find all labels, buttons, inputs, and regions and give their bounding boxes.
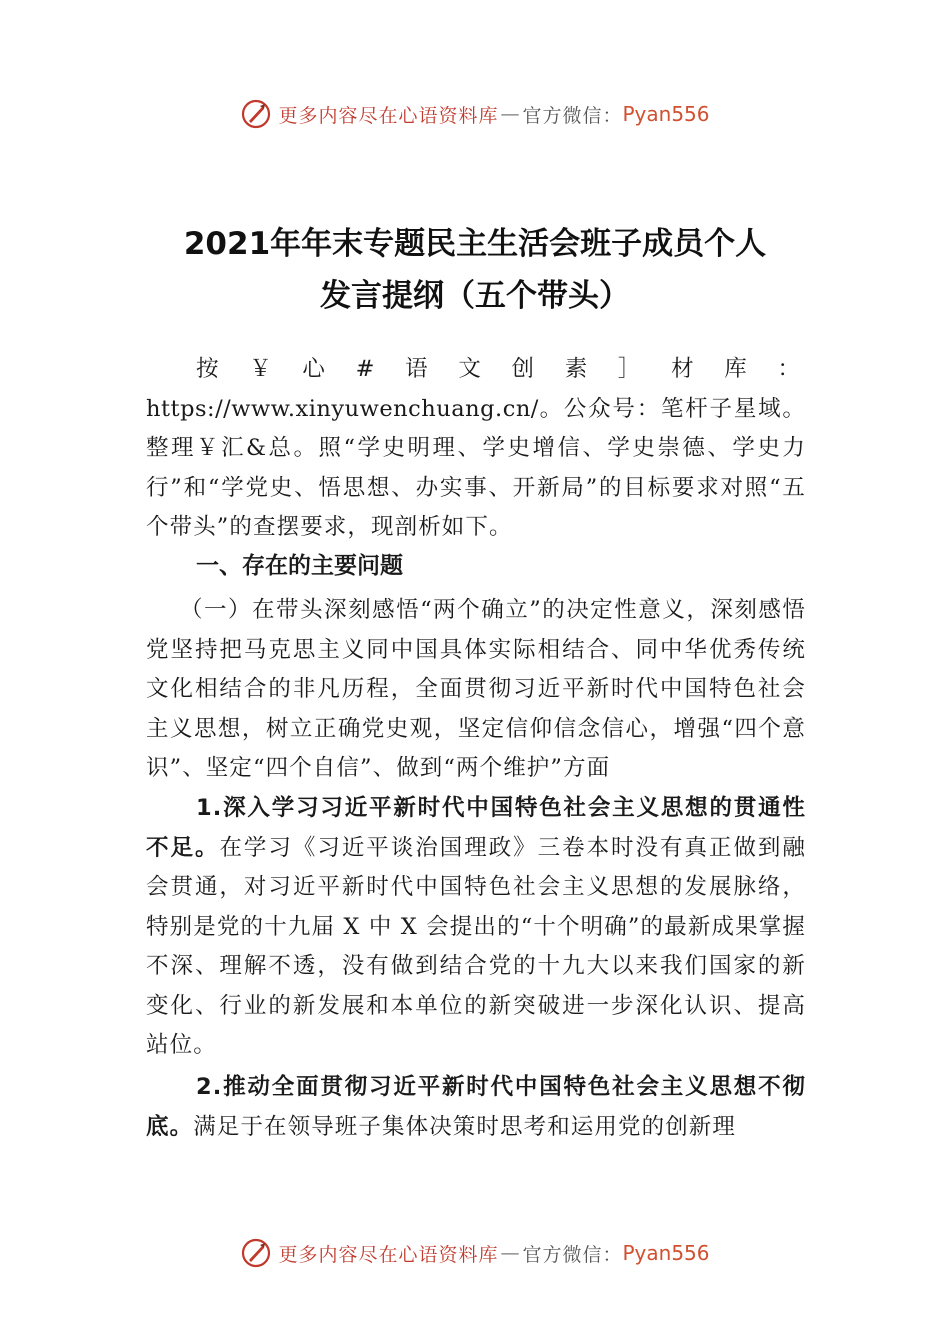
item-2-bold: 2.推动全面贯彻习近平新时代中国特色社会主义思想不彻底。 [146,1074,806,1140]
pen-quill-logo-icon [240,1237,272,1269]
header-banner [0,94,950,134]
wechat-label: 官方微信： [522,1243,623,1266]
item-1-bold: 1.深入学习习近平新时代中国特色社会主义思想的贯通性不足。 [146,795,806,861]
intro-text-a: 按￥心#语文创素］材库： [196,356,806,382]
wechat-label: 官方微信： [522,104,623,127]
banner-separator: — [500,1242,521,1264]
title-line-1: 2021年年末专题民主生活会班子成员个人 [183,226,767,262]
banner-separator: — [500,103,521,125]
wechat-id: Pyan556 [622,102,710,126]
intro-text-b: 。公众号：笔杆子星域。整理￥汇&总。照“学史明理、学史增信、学史崇德、学史力行”和“学党史、悟思想、办实事、开新局”的目标要求对照“五个带头”的查摆要求，现剖析如下。 [146,395,806,540]
item-1-text: 在学习《习近平谈治国理政》三卷本时没有真正做到融会贯通，对习近平新时代中国特色社会主义思想的发展脉络，特别是党的十九届 X 中 X 会提出的“十个明确”的最新成果掌握不深、理解不透，没有做到结合党的十九大以来我们国家的新变化、行业的新发展和本单位的新突破进一步深化认识、提高站位。 [146,834,806,1058]
brand-text: 更多内容尽在心语资料库 [278,104,499,127]
item-paragraph-1 [146,789,806,1066]
footer-banner [0,1233,950,1273]
item-2-text: 满足于在领导班子集体决策时思考和运用党的创新理 [193,1113,737,1140]
section-heading-1: 一、存在的主要问题 [196,553,403,579]
intro-paragraph [146,350,806,548]
document-title [0,218,950,322]
title-line-2: 发言提纲（五个带头） [320,278,630,314]
item-paragraph-2 [146,1068,806,1147]
brand-text: 更多内容尽在心语资料库 [278,1243,499,1266]
pen-quill-logo-icon [240,98,272,130]
subsection-paragraph-1: （一）在带头深刻感悟“两个确立”的决定性意义，深刻感悟党坚持把马克思主义同中国具体实际相结合、同中华优秀传统文化相结合的非凡历程，全面贯彻习近平新时代中国特色社会主义思想，树立正确党史观，坚定信仰信念信心，增强“四个意识”、坚定“四个自信”、做到“两个维护”方面 [146,597,806,781]
intro-url: https://www.xinyuwenchuang.cn/ [146,395,539,422]
wechat-id: Pyan556 [622,1241,710,1265]
